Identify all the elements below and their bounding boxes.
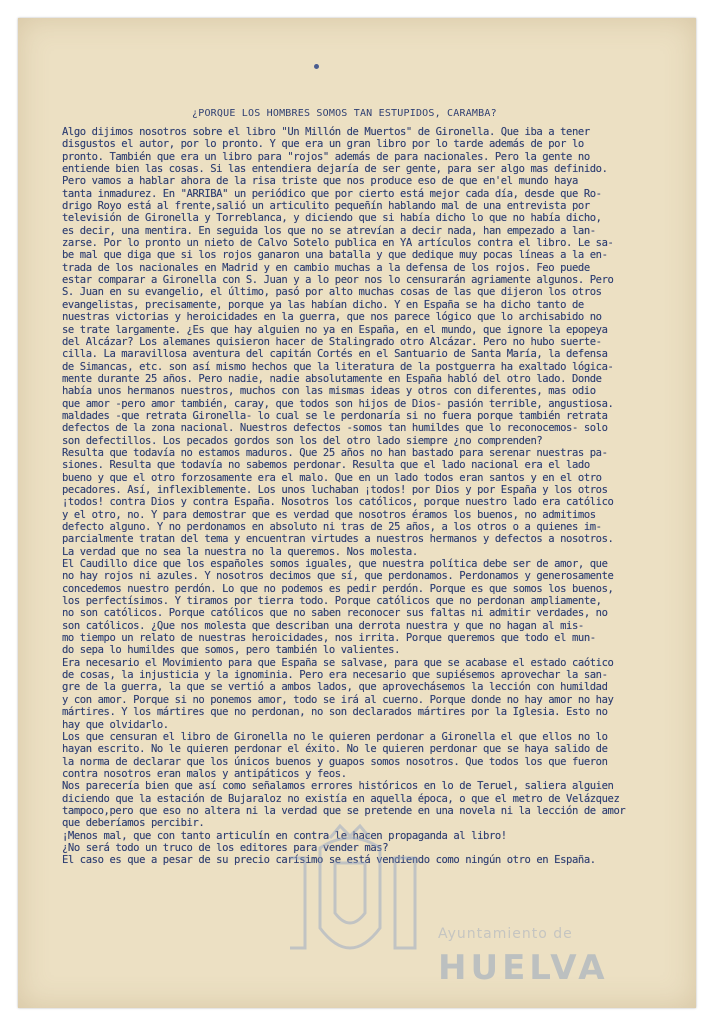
text-line: drigo Royo está al frente,salió un articulito pequeñín hablando mal de una entrevista por — [62, 200, 590, 213]
text-line: la norma de declarar que los únicos buenos y guapos somos nosotros. Que todos los que fueron — [62, 755, 608, 768]
text-line: no hay rojos ni azules. Y nosotros decimos que sí, que perdonamos. Perdonamos y generosamente — [62, 570, 614, 583]
text-line: La verdad que no sea la nuestra no la queremos. Nos molesta. — [62, 545, 418, 558]
text-line: be mal que diga que si los rojos ganaron una batalla y que dedique muy pocas líneas a la en- — [62, 249, 608, 262]
text-line: zarse. Por lo pronto un nieto de Calvo Sotelo publica en YA artículos contra el libro. Le sa- — [62, 237, 614, 250]
text-line: los perfectísimos. Y tiramos por tierra todo. Porque católicos que no perdonan ampliamente, — [62, 595, 602, 608]
text-line: ¡Menos mal, que con tanto articulín en contra le hacen propaganda al libro! — [62, 829, 507, 842]
pin-hole-mark — [314, 64, 319, 69]
watermark-name: HUELVA — [438, 948, 609, 988]
text-line: estar comparar a Gironella con S. Juan y a lo peor nos lo censurarán agriamente algunos. Pero — [62, 274, 614, 287]
text-line: tanta inmadurez. En "ARRIBA" un periódico que por cierto está mejor cada día, desde que Ro- — [62, 187, 602, 200]
text-line: gre de la guerra, la que se vertió a ambos lados, que aprovechásemos la lección con humildad — [62, 681, 608, 694]
text-line: no son católicos. Porque católicos que no saben reconocer sus faltas ni admitir verdades, no — [62, 607, 608, 620]
text-line: que amor -pero amor también, caray, que todos son hijos de Dios- pasión terrible, angustiosa. — [62, 397, 614, 410]
text-line: defecto alguno. Y no perdonamos en absoluto ni tras de 25 años, a los otros o a quienes im- — [62, 521, 602, 533]
text-line: son defectillos. Los pecados gordos son los del otro lado siempre ¿no comprenden? — [62, 434, 543, 447]
text-line: Nos parecería bien que así como señalamos errores históricos en lo de Teruel, saliera alguien — [62, 780, 614, 793]
text-line: mo tiempo un relato de nuestras heroicidades, nos irrita. Porque queremos que todo el mun- — [62, 632, 596, 645]
text-line: de cosas, la injusticia y la ignominia. Pero era necesario que supiésemos aprovechar la san- — [62, 669, 608, 682]
text-line: se trate largamente. ¿Es que hay alguien no ya en España, en el mundo, que ignore la epopeya — [62, 323, 608, 336]
text-line: diciendo que la estación de Bujaraloz no existía en aquella época, o que el metro de Velázquez — [62, 792, 620, 805]
text-line: de Simancas, etc. son así mismo hechos que la literatura de la postguerra ha exaltado lógica- — [62, 360, 614, 373]
text-line: hay que olvidarlo. — [62, 718, 169, 731]
text-line: El Caudillo dice que los españoles somos iguales, que nuestra política debe ser de amor, que — [62, 558, 608, 571]
text-line: concedemos nuestro perdón. Lo que no podemos es pedir perdón. Porque es que somos los buenos, — [62, 582, 614, 595]
document-body — [62, 126, 692, 867]
text-line: es decir, una mentira. En seguida los que no se atrevían a decir nada, han empezado a lan- — [62, 224, 596, 237]
text-line: televisión de Gironella y Torreblanca, y diciendo que si había dicho lo que no había dicho, — [62, 212, 602, 225]
text-line: evangelistas, precisamente, porque ya las habían dicho. Y en España se ha dicho tanto de — [62, 298, 584, 311]
text-line: ¿No será todo un truco de los editores para vender mas? — [62, 841, 389, 854]
text-line: siones. Resulta que todavía no sabemos perdonar. Resulta que el lado nacional era el lado — [62, 459, 590, 472]
text-line: son católicos. ¿Que nos molesta que describan una derrota nuestra y que no hagan al mis- — [62, 619, 584, 632]
text-line: pecadores. Así, inflexiblemente. Los unos luchaban ¡todos! por Dios y por España y los otros — [62, 483, 608, 496]
text-line: S. Juan en su evangelio, el último, pasó por alto muchas cosas de las que dijeron los otros — [62, 286, 602, 299]
text-line: hayan escrito. No le quieren perdonar el éxito. No le quieren perdonar que se haya salido de — [62, 743, 608, 756]
document-page — [18, 18, 696, 1008]
text-line: nuestras victorias y heroicidades en la guerra, que nos parece lógico que lo archisabido no — [62, 311, 602, 324]
text-line: del Alcázar? Los alemanes quisieron hacer de Stalingrado otro Alcázar. Pero no hubo suerte- — [62, 335, 602, 348]
text-line: disgustos el autor, por lo pronto. Y que era un gran libro por lo tarde además de por lo — [62, 138, 584, 151]
text-line: Pero vamos a hablar ahora de la risa triste que nos produce eso de que en'el mundo haya — [62, 175, 578, 188]
text-line: trada de los nacionales en Madrid y en cambio muchas a la defensa de los rojos. Feo puede — [62, 261, 590, 274]
text-line: defectos de la zona nacional. Nuestros defectos -somos tan humildes que lo reconocemos- solo — [62, 422, 608, 435]
text-line: mártires. Y los mártires que no perdonan, no son declarados mártires por la Iglesia. Esto no — [62, 706, 608, 719]
text-line: contra nosotros eran malos y antipáticos y feos. — [62, 767, 347, 780]
text-line: Los que censuran el libro de Gironella no le quieren perdonar a Gironella el que ellos no lo — [62, 730, 608, 743]
text-line: ¡todos! contra Dios y contra España. Nosotros los católicos, porque nuestro lado era católico — [62, 496, 614, 509]
text-line: bueno y que el otro forzosamente era el malo. Que en un lado todos eran santos y en el otro — [62, 471, 602, 484]
text-line: y el otro, no. Y para demostrar que es verdad que nosotros éramos los buenos, no admitimos — [62, 508, 596, 521]
text-line: maldades -que retrata Gironella- lo cual se le perdonaría si no fuera porque también retrata — [62, 409, 608, 422]
text-line: cilla. La maravillosa aventura del capitán Cortés en el Santuario de Santa María, la defensa — [62, 348, 608, 361]
text-line: do sepa lo humildes que somos, pero también lo valientes. — [62, 644, 400, 657]
text-line: que deberíamos percibir. — [62, 817, 205, 830]
watermark-subtitle: Ayuntamiento de — [438, 926, 573, 942]
text-line: Era necesario el Movimiento para que España se salvase, para que se acabase el estado caótico — [62, 656, 614, 669]
text-line: pronto. También que era un libro para "rojos" además de para nacionales. Pero la gente no — [62, 150, 590, 163]
text-line: Algo dijimos nosotros sobre el libro "Un Millón de Muertos" de Gironella. Que iba a tener — [62, 126, 590, 138]
text-line: había unos hermanos nuestros, muchos con las mismas ideas y otros con diferentes, mas odio — [62, 385, 596, 398]
text-line: y con amor. Porque si no ponemos amor, todo se irá al cuerno. Porque donde no hay amor no hay — [62, 693, 614, 706]
text-line: mente durante 25 años. Pero nadie, nadie absolutamente en España habló del otro lado. Donde — [62, 372, 602, 385]
text-line: El caso es que a pesar de su precio carísimo se está vendiendo como ningún otro en España. — [62, 854, 596, 867]
text-line: Resulta que todavía no estamos maduros. Que 25 años no han bastado para serenar nuestras pa- — [62, 446, 608, 459]
text-line: entiende bien las cosas. Si las entendiera dejaría de ser gente, para ser algo mas definido. — [62, 163, 608, 176]
text-line: tampoco,pero que eso no altera ni la verdad que se pretende en una novela ni la lección de amor — [62, 804, 626, 817]
document-title: ¿PORQUE LOS HOMBRES SOMOS TAN ESTUPIDOS, CARAMBA? — [192, 108, 497, 119]
text-line: parcialmente tratan del tema y encuentran virtudes a nuestros hermanos y defectos a nosotros. — [62, 533, 614, 546]
